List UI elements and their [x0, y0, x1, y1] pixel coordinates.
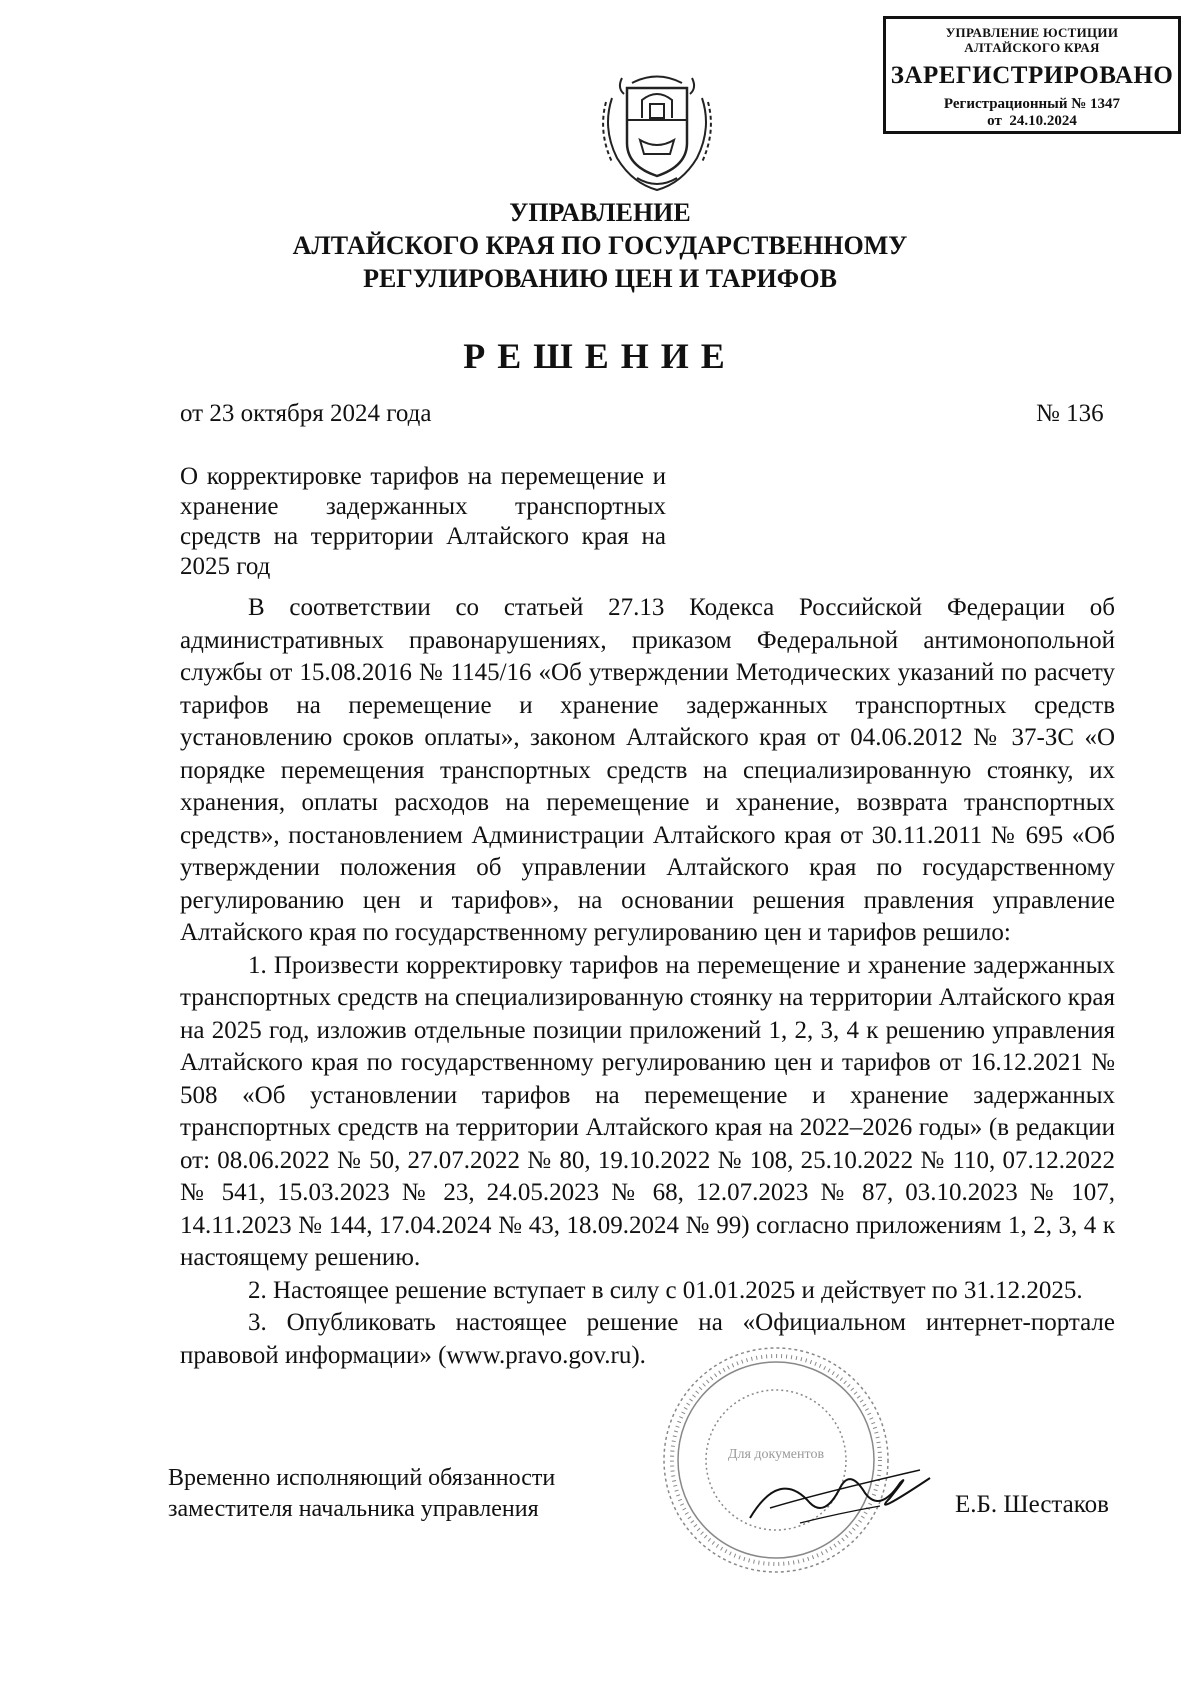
position-line1: Временно исполняющий обязанности — [168, 1465, 556, 1491]
registration-stamp — [883, 16, 1181, 134]
document-date: от 23 октября 2024 года — [180, 400, 432, 427]
stamp-reg-number: Регистрационный № 1347 — [943, 96, 1121, 112]
stamp-org-line1: УПРАВЛЕНИЕ ЮСТИЦИИ — [945, 25, 1119, 40]
stamp-org — [886, 25, 1178, 55]
document-subject: О корректировке тарифов на перемещение и хранение задержанных транспортных средств на территории Алтайского края на 2025 год — [180, 463, 666, 580]
authority-heading — [0, 196, 1200, 295]
document-number: № 136 — [1036, 400, 1104, 427]
heading-line1: УПРАВЛЕНИЕ — [509, 198, 691, 227]
item-1-paragraph: 1. Произвести корректировку тарифов на перемещение и хранение задержанных транспортных средств на специализированную стоянку на территории Алтайского края на 2025 год, изложив отдельные позиции приложений 1, 2, 3, 4 к решению управления Алтайского края по государственному регулированию цен и тарифов от 16.12.2021 № 508 «Об установлении тарифов на перемещение и хранение задержанных транспортных средств на территории Алтайского края на 2022–2026 годы» (в редакции от: 08.06.2022 № 50, 27.07.2022 № 80, 19.10.2022 № 108, 25.10.2022 № 110, 07.12.2022 № 541, 15.03.2023 № 23, 24.05.2023 № 68, 12.07.2023 № 87, 03.10.2023 № 107, 14.11.2023 № 144, 17.04.2024 № 43, 18.09.2024 № 99) согласно приложениям 1, 2, 3, 4 к настоящему решению. — [180, 951, 1115, 1271]
stamp-reg-date: от 24.10.2024 — [987, 113, 1077, 129]
stamp-status: ЗАРЕГИСТРИРОВАНО — [890, 62, 1174, 89]
coat-of-arms-icon — [592, 58, 722, 198]
handwritten-signature-icon — [740, 1448, 940, 1538]
item-3-paragraph: 3. Опубликовать настоящее решение на «Официальном интернет-портале правовой информации» (www.pravo.gov.ru). — [180, 1309, 1115, 1369]
heading-line3: РЕГУЛИРОВАНИЮ ЦЕН И ТАРИФОВ — [363, 264, 837, 293]
signatory-name: Е.Б. Шестаков — [955, 1491, 1109, 1518]
document-body — [180, 592, 1115, 1372]
preamble-paragraph: В соответствии со статьей 27.13 Кодекса Российской Федерации об административных правонарушениях, приказом Федеральной антимонопольной службы от 15.08.2016 № 1145/16 «Об утверждении Методических указаний по расчету тарифов на перемещение и хранение задержанных транспортных средств установлению сроков оплаты», законом Алтайского края от 04.06.2012 № 37-ЗС «О порядке перемещения транспортных средств на специализированную стоянку, их хранения, оплаты расходов на перемещение и хранение, возврата транспортных средств», постановлением Администрации Алтайского края от 30.11.2011 № 695 «Об утверждении положения об управлении Алтайского края по государственному регулированию цен и тарифов», на основании решения правления управление Алтайского края по государственному регулированию цен и тарифов решило: — [180, 594, 1115, 946]
stamp-org-line2: АЛТАЙСКОГО КРАЯ — [964, 40, 1100, 55]
document-type: РЕШЕНИЕ — [463, 336, 737, 376]
seal-text: Для документов — [727, 1447, 825, 1462]
item-2-paragraph: 2. Настоящее решение вступает в силу с 01.01.2025 и действует по 31.12.2025. — [248, 1276, 1083, 1304]
signatory-position — [168, 1463, 555, 1525]
position-line2: заместителя начальника управления — [168, 1496, 539, 1522]
heading-line2: АЛТАЙСКОГО КРАЯ ПО ГОСУДАРСТВЕННОМУ — [292, 231, 908, 260]
stamp-reg-info — [886, 96, 1178, 130]
